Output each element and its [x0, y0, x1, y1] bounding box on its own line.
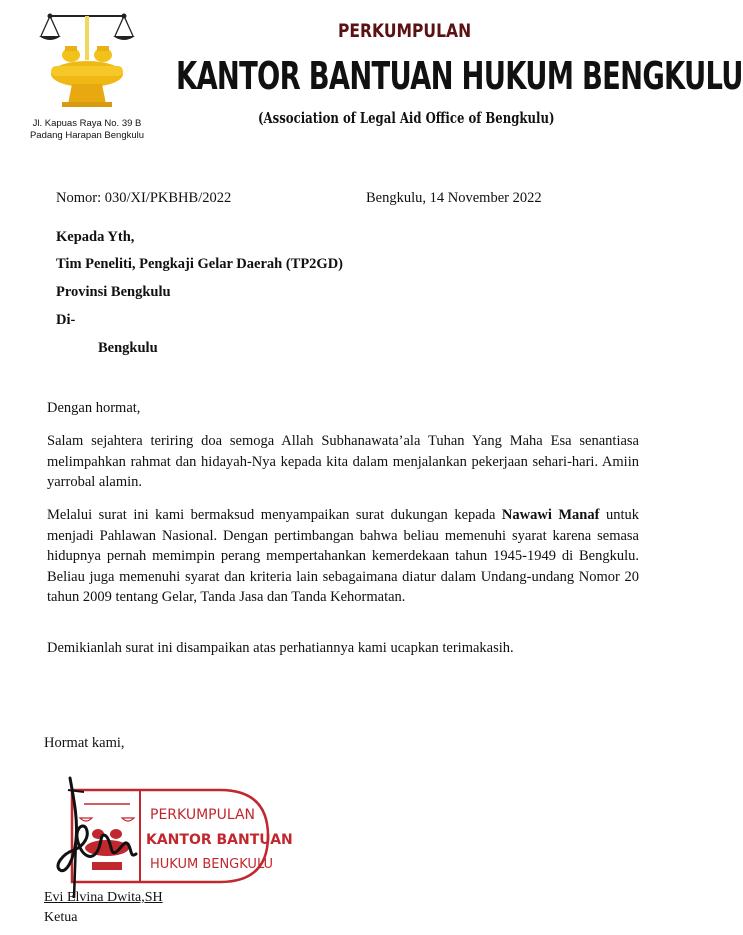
letter-number: Nomor: 030/XI/PKBHB/2022 — [56, 190, 232, 206]
paragraph-2 — [47, 505, 639, 608]
stamp-text-2: KANTOR BANTUAN — [146, 832, 293, 848]
signer-name: Evi Elvina Dwita,SH — [44, 890, 163, 905]
address-line-1: Jl. Kapuas Raya No. 39 B — [32, 118, 142, 129]
org-prefix: PERKUMPULAN — [338, 20, 472, 42]
stamp-text-1: PERKUMPULAN — [150, 807, 256, 823]
stamp-text-3: HUKUM BENGKULU — [150, 857, 274, 872]
recipient-line-2: Provinsi Bengkulu — [56, 284, 171, 300]
scales-of-justice-icon — [36, 6, 140, 116]
organization-logo — [22, 6, 152, 146]
address-line-2: Padang Harapan Bengkulu — [29, 130, 145, 141]
paragraph-2-text-cont: untuk menjadi Pahlawan Nasional. Dengan pertimbangan bahwa beliau memenuhi syarat karena semasa hidupnya pernah memimpin perang mempertahankan kemerdekaan tahun 1945-1949 di Bengkulu. Beliau juga memenuhi syarat dan kriteria lain sebagaimana diatur dalam Undang-undang Nomor 20 tahun 2009 tentang Gelar, Tanda Jasa dan Tanda Kehormatan. — [47, 507, 640, 605]
regards: Hormat kami, — [44, 735, 125, 751]
nominee-name: Nawawi Manaf — [501, 507, 600, 523]
org-english-name: (Association of Legal Aid Office of Bengkulu) — [258, 109, 555, 127]
greeting: Dengan hormat, — [47, 400, 141, 416]
org-name: KANTOR BANTUAN HUKUM BENGKULU — [176, 54, 743, 98]
office-address — [22, 118, 152, 142]
recipient-salutation: Kepada Yth, — [56, 229, 135, 245]
place-date: Bengkulu, 14 November 2022 — [366, 190, 542, 206]
paragraph-1: Salam sejahtera teriring doa semoga Allah Subhanawata’ala Tuhan Yang Maha Esa senantiasa melimpahkan rahmat dan hidayah-Nya kepada kita dalam menjalankan pekerjaan sehari-hari. Amiin yarrobal alamin. — [47, 433, 639, 490]
paragraph-2-text: Melalui surat ini kami bermaksud menyampaikan surat dukungan kepada — [47, 507, 502, 523]
signature — [40, 770, 150, 900]
recipient-line-1: Tim Peneliti, Pengkaji Gelar Daerah (TP2GD) — [56, 256, 344, 272]
recipient-line-4: Bengkulu — [98, 340, 158, 356]
paragraph-3: Demikianlah surat ini disampaikan atas perhatiannya kami ucapkan terimakasih. — [47, 640, 514, 656]
recipient-line-3: Di- — [56, 312, 76, 328]
signer-title: Ketua — [44, 910, 78, 925]
